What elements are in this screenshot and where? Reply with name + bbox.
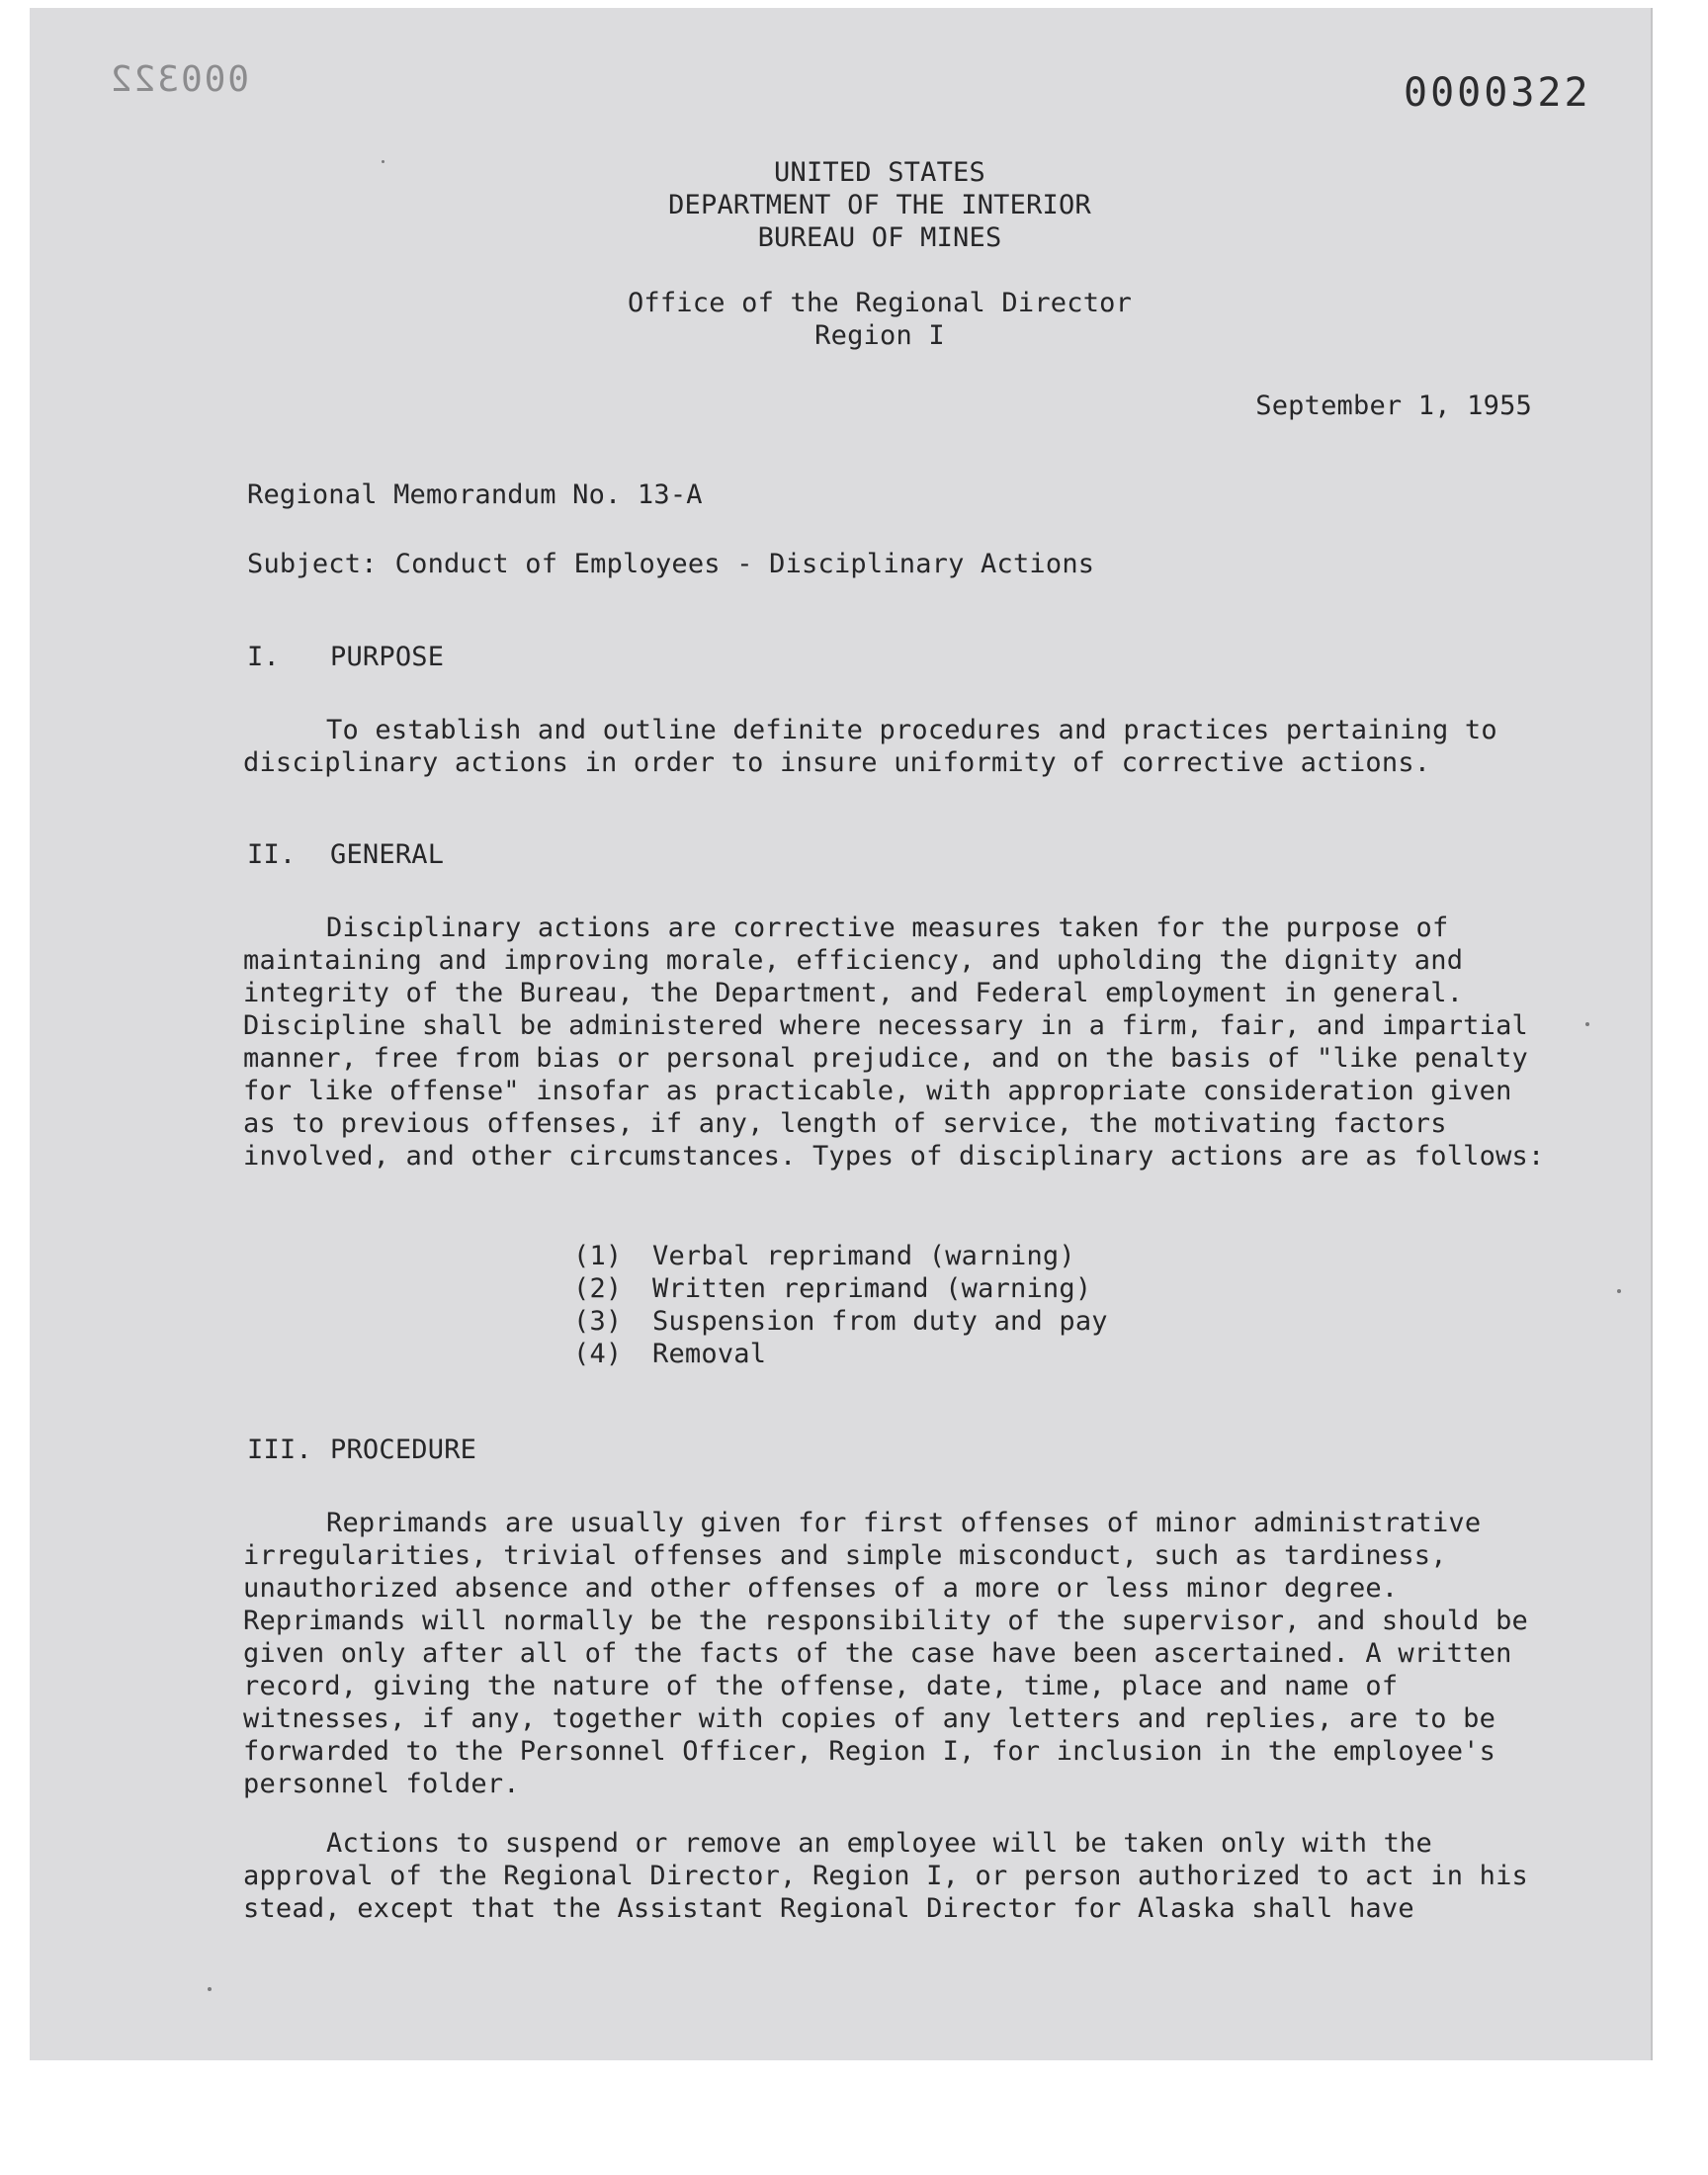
paper-speck xyxy=(1617,1289,1621,1293)
list-item: (4) Removal xyxy=(573,1339,767,1369)
document-page xyxy=(30,8,1653,2060)
stamp-number-left: 000322 xyxy=(109,59,250,100)
section-number: III. xyxy=(247,1435,312,1465)
letterhead-line-3: BUREAU OF MINES xyxy=(757,222,1002,253)
procedure-paragraph-2: Actions to suspend or remove an employee will be taken only with the approval of the Regional Director, Region I, or person authorized to act in his stead, except that the Assistant Regional Director for Alaska shall have xyxy=(243,1828,1528,1924)
section-title: GENERAL xyxy=(330,839,445,870)
paper-speck xyxy=(208,1987,212,1991)
office-line-2: Region I xyxy=(814,320,945,351)
section-heading-general xyxy=(247,838,444,871)
section-heading-procedure xyxy=(247,1434,476,1466)
office-line-1: Office of the Regional Director xyxy=(627,288,1133,318)
section-title: PURPOSE xyxy=(330,642,445,672)
letterhead-line-1: UNITED STATES xyxy=(774,157,985,188)
stamp-number-right: 0000322 xyxy=(1404,70,1591,116)
letterhead xyxy=(583,156,1176,254)
letterhead-line-2: DEPARTMENT OF THE INTERIOR xyxy=(668,190,1091,220)
memo-number: Regional Memorandum No. 13-A xyxy=(247,479,703,510)
subject-text: Conduct of Employees - Disciplinary Actions xyxy=(394,549,1095,579)
section-heading-purpose xyxy=(247,641,444,673)
paper-speck xyxy=(1585,1022,1589,1026)
section-number: II. xyxy=(247,839,297,870)
general-paragraph: Disciplinary actions are corrective measures taken for the purpose of maintaining and improving morale, efficiency, and upholding the dignity and integrity of the Bureau, the Department, and Federal employment in general. Discipline shall be administered where necessary in a firm, fair, and impartial manner, free from bias or personal prejudice, and on the basis of "like penalty for like offense" insofar as practicable, with appropriate consideration given as to previous offenses, if any, length of service, the motivating factors involved, and other circumstances. Types of disciplinary actions are as follows: xyxy=(243,913,1545,1172)
section-title: PROCEDURE xyxy=(330,1435,477,1465)
list-item: (3) Suspension from duty and pay xyxy=(573,1306,1108,1337)
office-heading xyxy=(583,287,1176,352)
subject-label: Subject: xyxy=(247,549,378,579)
purpose-paragraph: To establish and outline definite procedures and practices pertaining to disciplinary actions in order to insure uniformity of corrective actions. xyxy=(243,715,1497,778)
list-item: (1) Verbal reprimand (warning) xyxy=(573,1241,1075,1271)
paper-speck xyxy=(382,160,384,163)
memo-subject xyxy=(247,548,1094,580)
list-item: (2) Written reprimand (warning) xyxy=(573,1273,1092,1304)
memo-date: September 1, 1955 xyxy=(1255,391,1532,421)
section-number: I. xyxy=(247,642,280,672)
procedure-paragraph-1: Reprimands are usually given for first offenses of minor administrative irregularities, trivial offenses and simple misconduct, such as tardiness, unauthorized absence and other offenses of a more or less minor degree. Reprimands will normally be the responsibility of the supervisor, and should be given only after all of the facts of the case have been ascertained. A written record, giving the nature of the offense, date, time, place and name of witnesses, if any, together with copies of any letters and replies, are to be forwarded to the Personnel Officer, Region I, for inclusion in the employee's personnel folder. xyxy=(243,1508,1528,1799)
disciplinary-actions-list xyxy=(573,1240,1108,1370)
